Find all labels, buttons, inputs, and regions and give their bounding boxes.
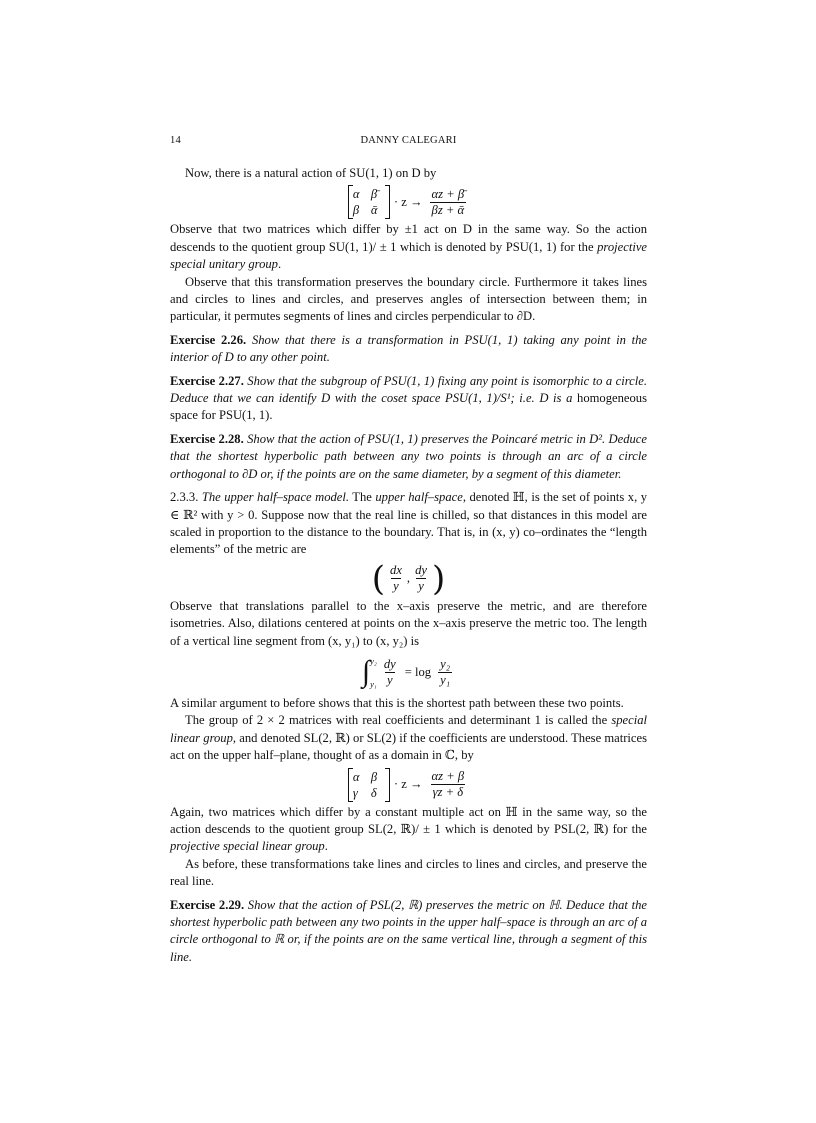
term-upper-half-space: upper half–space — [375, 490, 463, 505]
term-special-linear-group: special linear group — [170, 713, 647, 745]
lower-limit: y₁ — [370, 678, 377, 689]
comma: , — [406, 571, 411, 586]
numerator: dy — [415, 563, 427, 578]
paragraph-text: Observe that two matrices which differ by ±1 act on D in the same way. So the action descends to the quotient group SU(1, 1)/ ± 1 which is denoted by PSU(1, 1) for the — [170, 222, 647, 254]
integral-sign: ∫ — [361, 654, 371, 688]
equation-sl2-action — [170, 768, 647, 802]
exercise-text: Show that the action of PSL(2, ℝ) preserves the metric on ℍ. Deduce that the shortest hyperbolic path between any two points in the upper half–space is through an arc of a circle orthogonal to ℝ or, if the points are on the same vertical line, through a segment of this line. — [170, 897, 647, 964]
section-text: , denoted ℍ, is the set of points x, y ∈ ℝ² with y > 0. Suppose now that the real line is chilled, so that distances in this model are scaled in proportion to the distance to the boundary. That is, in (x, y) co–ordinates the “length elements” of the metric are — [170, 490, 647, 557]
paragraph-quotient-psu — [170, 221, 647, 273]
period: . — [277, 257, 282, 272]
paragraph-special-linear — [170, 712, 647, 764]
matrix-entry: α — [352, 769, 360, 784]
period: . — [324, 839, 328, 854]
denominator: γz + δ — [432, 785, 464, 800]
matrix-sl2 — [348, 768, 390, 802]
fraction-dy-y — [382, 657, 398, 688]
paragraph-text: , and denoted SL(2, ℝ) or SL(2) if the coefficients are understood. These matrices act on the upper half–plane, thought of as a domain in ℂ, by — [170, 730, 647, 763]
numerator: dy — [383, 657, 396, 672]
section-2-3-3 — [170, 489, 647, 559]
exercise-2-28 — [170, 431, 647, 483]
paragraph-as-before: As before, these transformations take lines and circles to lines and circles, and preserve the real line. — [170, 856, 647, 889]
exercise-text: Show that there is a transformation in PSU(1, 1) taking any point in the interior of D to any other point. — [170, 332, 647, 365]
matrix-entry: γ — [352, 785, 358, 800]
paragraph-text: The group of 2 × 2 matrices with real coefficients and determinant 1 is called the — [185, 713, 608, 728]
numerator: dx — [390, 563, 402, 578]
integral-limits — [370, 653, 377, 693]
denominator: y — [418, 579, 424, 594]
denominator: y₁ — [440, 673, 451, 688]
equation-integral-log — [170, 653, 647, 693]
matrix-entry: β — [352, 203, 360, 218]
denominator: y — [387, 673, 393, 688]
right-paren: ) — [431, 558, 446, 599]
section-text: The — [352, 490, 372, 505]
equation-length-elements — [170, 558, 647, 599]
exercise-text: Show that the action of PSU(1, 1) preserves the Poincaré metric in D². Deduce that the shortest hyperbolic path between any two points is through an arc of a circle orthogonal to ∂D or, if the points are on the same diameter, by a segment of this diameter. — [170, 431, 647, 481]
matrix-su11 — [348, 185, 390, 219]
running-header — [170, 135, 647, 151]
matrix-entry: β — [370, 769, 378, 784]
term-projective-special-linear: projective special linear group — [170, 839, 325, 854]
exercise-label: Exercise 2.26. — [170, 332, 247, 347]
section-title: The upper half–space model. — [201, 490, 350, 505]
fraction-y2-y1 — [438, 657, 452, 688]
running-title: DANNY CALEGARI — [360, 135, 457, 146]
paragraph-shortest-path: A similar argument to before shows that this is the shortest path between these two points. — [170, 695, 624, 710]
fraction-dx-y — [388, 563, 404, 594]
matrix-entry: α — [352, 187, 360, 202]
section-number: 2.3.3. — [170, 490, 199, 505]
paragraph-text: Again, two matrices which differ by a constant multiple act on ℍ in the same way, so the action descends to the quotient group SL(2, ℝ)/ ± 1 which is denoted by PSL(2, ℝ) for the — [170, 804, 647, 836]
denominator: y — [393, 579, 399, 594]
exercise-label: Exercise 2.29. — [170, 897, 245, 912]
exercise-text: Show that the subgroup of PSU(1, 1) fixing any point is isomorphic to a circle. Deduce that we can identify D with the coset space PSU(1, 1)/S¹; i.e. D is a — [170, 373, 647, 406]
equation-su11-action — [170, 185, 647, 219]
paragraph-translations: Observe that translations parallel to the x–axis preserve the metric, and are therefore isometries. Also, dilations centered at points on the x–axis preserve the metric too. The length of a vertical line segment from (x, y₁) to (x, y₂) is — [170, 598, 647, 648]
upper-limit: y₂ — [370, 655, 377, 666]
paragraph-boundary-circle: Observe that this transformation preserves the boundary circle. Furthermore it takes lines and circles to lines and circles, and preserves angles of intersection between them; in particular, it permutes segments of lines and circles perpendicular to ∂D. — [170, 274, 647, 324]
fraction-mobius — [430, 769, 467, 800]
numerator: αz + β̄ — [431, 186, 465, 201]
numerator: αz + β — [431, 769, 465, 784]
exercise-2-26 — [170, 332, 647, 367]
page-body — [170, 165, 647, 966]
exercise-label: Exercise 2.28. — [170, 431, 244, 446]
page-number: 14 — [170, 135, 181, 146]
exercise-2-27 — [170, 373, 647, 425]
exercise-2-29 — [170, 897, 647, 967]
exercise-text-upright: homogeneous space for PSU(1, 1). — [170, 391, 647, 423]
equals-log: = log — [404, 665, 432, 680]
fraction-dy-y — [413, 563, 429, 594]
matrix-entry: β̄ — [370, 187, 378, 202]
dot-z-arrow: · z → — [393, 194, 423, 209]
left-paren: ( — [371, 558, 386, 599]
term-projective-special-unitary: projective special unitary group — [170, 239, 647, 272]
matrix-entry: δ — [370, 785, 377, 800]
matrix-entry: ᾱ — [370, 203, 378, 218]
dot-z-arrow: · z → — [393, 776, 423, 791]
paragraph-quotient-psl — [170, 804, 647, 856]
exercise-label: Exercise 2.27. — [170, 373, 244, 388]
paragraph-natural-action: Now, there is a natural action of SU(1, 1) on D by — [185, 166, 437, 180]
denominator: βz + ᾱ — [431, 202, 465, 217]
fraction-mobius — [430, 187, 467, 218]
numerator: y₂ — [440, 657, 451, 672]
